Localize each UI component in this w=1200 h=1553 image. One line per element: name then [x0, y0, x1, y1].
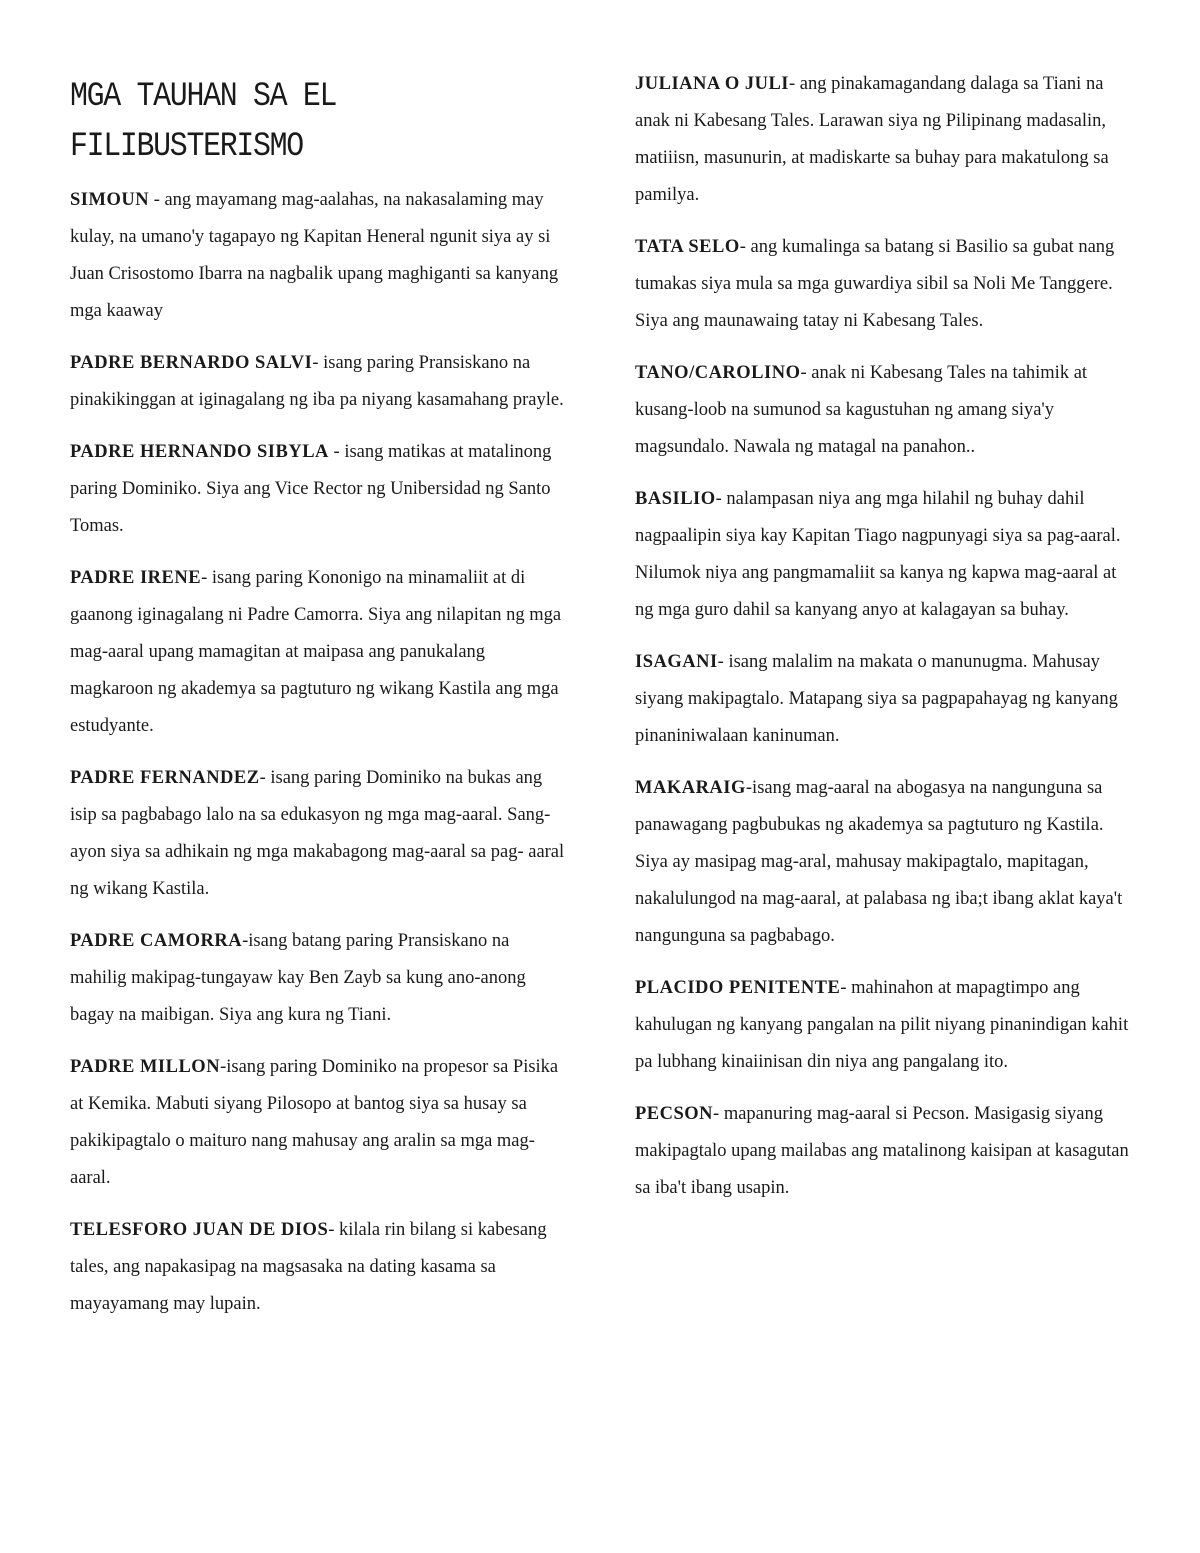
character-entry-padre-millon — [70, 1049, 570, 1197]
character-description: - kilala rin bilang si kabesang tales, ang napakasipag na magsasaka na dating kasama sa mayayamang may lupain. — [70, 1220, 547, 1314]
character-entry-juliana — [635, 66, 1135, 214]
character-name: PADRE HERNANDO SIBYLA — [70, 442, 329, 462]
character-name: TATA SELO — [635, 237, 740, 257]
character-entry-placido-penitente — [635, 970, 1135, 1081]
character-entry-tano-carolino — [635, 355, 1135, 466]
character-description: - mahinahon at mapagtimpo ang kahulugan ng kanyang pangalan na pilit niyang pinanindigan kahit pa lubhang kinaiinisan din niya ang pangalang ito. — [635, 978, 1129, 1072]
character-entry-simoun — [70, 182, 570, 330]
character-entry-tata-selo — [635, 229, 1135, 340]
character-name: PADRE BERNARDO SALVI — [70, 353, 313, 373]
character-description: -isang paring Dominiko na propesor sa Pisika at Kemika. Mabuti siyang Pilosopo at bantog siya sa husay sa pakikipagtalo o maituro nang mahusay ang aralin sa mga mag-aaral. — [70, 1057, 559, 1188]
character-name: TANO/CAROLINO — [635, 363, 801, 383]
character-description: - ang pinakamagandang dalaga sa Tiani na anak ni Kabesang Tales. Larawan siya ng Pilipinang madasalin, matiiisn, masunurin, at madiskarte sa buhay para makatulong sa pamilya. — [635, 74, 1109, 205]
character-name: PECSON — [635, 1104, 714, 1124]
character-name: PADRE FERNANDEZ — [70, 768, 260, 788]
character-name: ISAGANI — [635, 652, 718, 672]
character-description: - isang paring Kononigo na minamaliit at di gaanong iginagalang ni Padre Camorra. Siya ang nilapitan ng mga mag-aaral upang mamagitan at maipasa ang panukalang magkaroon ng akademya sa pagtuturo ng wikang Kastila ang mga estudyante. — [70, 568, 562, 736]
character-description: - mapanuring mag-aaral si Pecson. Masigasig siyang makipagtalo upang mailabas ang matalinong kaisipan at kasagutan sa iba't ibang usapin. — [635, 1104, 1129, 1198]
character-description: - isang paring Dominiko na bukas ang isip sa pagbabago lalo na sa edukasyon ng mga mag-aaral. Sang-ayon siya sa adhikain ng mga makabagong mag-aaral sa pag- aaral ng wikang Kastila. — [70, 768, 565, 899]
character-description: - isang paring Pransiskano na pinakikinggan at iginagalang ng iba pa niyang kasamahang prayle. — [70, 353, 564, 410]
character-entry-basilio — [635, 481, 1135, 629]
character-entry-isagani — [635, 644, 1135, 755]
character-entry-padre-fernandez — [70, 760, 570, 908]
character-description: -isang mag-aaral na abogasya na nangunguna sa panawagang pagbubukas ng akademya sa pagtuturo ng Kastila. Siya ay masipag mag-aral, mahusay makipagtalo, mapitagan, nakalulungod na mag-aaral, at palabasa ng iba;t ibang aklat kaya't nangunguna sa pagbabago. — [635, 778, 1123, 946]
right-column — [635, 66, 1135, 1222]
character-description: - isang malalim na makata o manunugma. Mahusay siyang makipagtalo. Matapang siya sa pagpapahayag ng kanyang pinaniniwalaan kaninuman. — [635, 652, 1118, 746]
character-description: - ang mayamang mag-aalahas, na nakasalaming may kulay, na umano'y tagapayo ng Kapitan Heneral ngunit siya ay si Juan Crisostomo Ibarra na nagbalik upang maghiganti sa kanyang mga kaaway — [70, 190, 559, 321]
character-name: PADRE CAMORRA — [70, 931, 243, 951]
character-name: PLACIDO PENITENTE — [635, 978, 841, 998]
character-entry-padre-bernardo-salvi — [70, 345, 570, 419]
character-entry-pecson — [635, 1096, 1135, 1207]
character-name: PADRE MILLON — [70, 1057, 221, 1077]
character-name: TELESFORO JUAN DE DIOS — [70, 1220, 329, 1240]
character-description: - ang kumalinga sa batang si Basilio sa gubat nang tumakas siya mula sa mga guwardiya sibil sa Noli Me Tanggere. Siya ang maunawaing tatay ni Kabesang Tales. — [635, 237, 1115, 331]
character-entry-padre-hernando-sibyla — [70, 434, 570, 545]
character-entry-makaraig — [635, 770, 1135, 955]
character-description: - nalampasan niya ang mga hilahil ng buhay dahil nagpaalipin siya kay Kapitan Tiago nagpunyagi siya sa pag-aaral. Nilumok niya ang pangmamaliit sa kanya ng kapwa mag-aaral at ng mga guro dahil sa kanyang anyo at kalagayan sa buhay. — [635, 489, 1121, 620]
character-name: BASILIO — [635, 489, 716, 509]
document-title: MGA TAUHAN SA EL FILIBUSTERISMO — [70, 78, 337, 166]
character-description: -isang batang paring Pransiskano na mahilig makipag-tungayaw kay Ben Zayb sa kung ano-anong bagay na maibigan. Siya ang kura ng Tiani. — [70, 931, 526, 1025]
character-name: JULIANA O JULI — [635, 74, 789, 94]
character-description: - isang matikas at matalinong paring Dominiko. Siya ang Vice Rector ng Unibersidad ng Santo Tomas. — [70, 442, 552, 536]
character-entry-padre-camorra — [70, 923, 570, 1034]
character-name: SIMOUN — [70, 190, 150, 210]
left-column — [70, 72, 570, 1338]
character-description: - anak ni Kabesang Tales na tahimik at kusang-loob na sumunod sa kagustuhan ng amang siya'y magsundalo. Nawala ng matagal na panahon.. — [635, 363, 1088, 457]
character-entry-padre-irene — [70, 560, 570, 745]
character-name: MAKARAIG — [635, 778, 746, 798]
character-name: PADRE IRENE — [70, 568, 202, 588]
character-entry-telesforo-juan-de-dios — [70, 1212, 570, 1323]
